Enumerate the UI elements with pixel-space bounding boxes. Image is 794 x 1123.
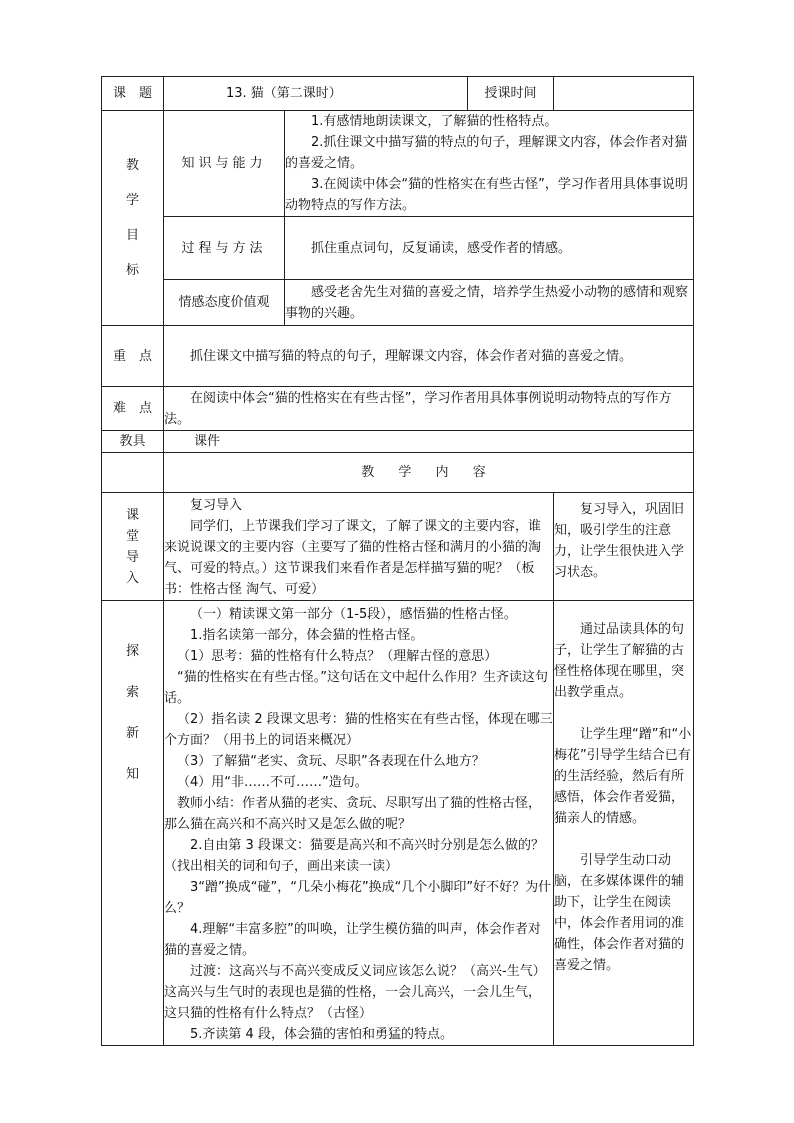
explore-line: （1）思考：猫的性格有什么特点？（理解古怪的意思）	[177, 649, 498, 664]
explore-notes	[554, 601, 694, 1046]
key-point-label: 重 点	[102, 326, 164, 387]
tools-value: 课件	[164, 431, 694, 453]
explore-line: （3）了解猫“老实、贪玩、尽职”各表现在什么地方？	[177, 754, 485, 769]
topic-value: 13. 猫（第二课时）	[164, 77, 468, 111]
explore-note: 通过品读具体的句子，让学生了解猫的古怪性格体现在哪里，突出教学重点。	[554, 622, 685, 700]
process-label: 过程与方法	[164, 217, 285, 280]
process-content: 抓住重点词句，反复诵读，感受作者的情感。	[285, 217, 694, 280]
explore-line: “猫的性格实在有些古怪。”这句话在文中起什么作用？生齐读这句话。	[164, 670, 548, 706]
explore-line: （一）精读课文第一部分（1-5段），感悟猫的性格古怪。	[190, 607, 517, 622]
intro-body: 同学们，上节课我们学习了课文，了解了课文的主要内容，谁来说说课文的主要内容（主要写了猫的性格古怪和满月的小猫的淘气、可爱的特点。）这节课我们来看作者是怎样描写猫的呢？（板书：性格古怪 淘气、可爱）	[164, 519, 542, 597]
explore-line: 3“蹭”换成“碰”，“几朵小梅花”换成“几个小脚印”好不好？为什么？	[164, 880, 552, 916]
knowledge-line: 2.抓住课文中描写猫的特点的句子，理解课文内容，体会作者对猫的喜爱之情。	[285, 135, 688, 171]
topic-label: 课 题	[102, 77, 164, 111]
intro-label: 课 堂 导 入	[102, 493, 164, 601]
intro-title: 复习导入	[190, 498, 243, 513]
knowledge-line: 3.在阅读中体会“猫的性格实在有些古怪”，学习作者用具体事说明动物特点的写作方法。	[285, 177, 688, 213]
explore-note: 引导学生动口动脑，在多媒体课件的辅助下，让学生在阅读中，体会作者用词的准确性，体会作者对猫的喜爱之情。	[554, 853, 685, 973]
explore-line: 1.指名读第一部分，体会猫的性格古怪。	[190, 628, 424, 643]
explore-line: 2.自由第 3 段课文：猫要是高兴和不高兴时分别是怎么做的？（找出相关的词和句子，画出来读一读）	[164, 838, 544, 874]
objectives-label: 教 学 目 标	[102, 111, 164, 326]
lesson-plan-table	[101, 76, 694, 1046]
time-label: 授课时间	[468, 77, 554, 111]
explore-line: 教师小结：作者从猫的老实、贪玩、尽职写出了猫的性格古怪，那么猫在高兴和不高兴时又是怎么做的呢？	[164, 796, 542, 832]
attitude-content: 感受老舍先生对猫的喜爱之情，培养学生热爱小动物的感情和观察事物的兴趣。	[285, 280, 694, 326]
intro-note: 复习导入，巩固旧知，吸引学生的注意力，让学生很快进入学习状态。	[554, 493, 694, 601]
intro-content	[164, 493, 554, 601]
explore-content	[164, 601, 554, 1046]
time-value	[554, 77, 694, 111]
explore-label: 探 索 新 知	[102, 601, 164, 1046]
tools-label: 教具	[102, 431, 164, 453]
explore-line: （4）用“非……不可……”造句。	[177, 775, 368, 790]
knowledge-line: 1.有感情地朗读课文，了解猫的性格特点。	[311, 114, 558, 129]
key-point-content: 抓住课文中描写猫的特点的句子，理解课文内容，体会作者对猫的喜爱之情。	[164, 326, 694, 387]
explore-line: 过渡：这高兴与不高兴变成反义词应该怎么说？（高兴-生气）这高兴与生气时的表现也是猫的性格，一会儿高兴，一会儿生气，这只猫的性格有什么特点？（古怪）	[164, 964, 546, 1021]
knowledge-label: 知识与能力	[164, 111, 285, 217]
attitude-label: 情感态度价值观	[164, 280, 285, 326]
explore-line: 5.齐读第 4 段，体会猫的害怕和勇猛的特点。	[190, 1027, 453, 1042]
knowledge-content	[285, 111, 694, 217]
difficulty-label: 难 点	[102, 387, 164, 431]
explore-note: 让学生理“蹭”和“小梅花”引导学生结合已有的生活经验，然后有所感悟，体会作者爱猫，猫亲人的情感。	[554, 727, 692, 826]
difficulty-content: 在阅读中体会“猫的性格实在有些古怪”，学习作者用具体事例说明动物特点的写作方法。	[164, 387, 694, 431]
content-header-blank	[102, 453, 164, 493]
explore-line: 4.理解“丰富多腔”的叫唤，让学生模仿猫的叫声，体会作者对猫的喜爱之情。	[164, 922, 541, 958]
explore-line: （2）指名读 2 段课文思考：猫的性格实在有些古怪，体现在哪三个方面？（用书上的词语来概况）	[164, 712, 553, 748]
content-header: 教 学 内 容	[164, 453, 694, 493]
